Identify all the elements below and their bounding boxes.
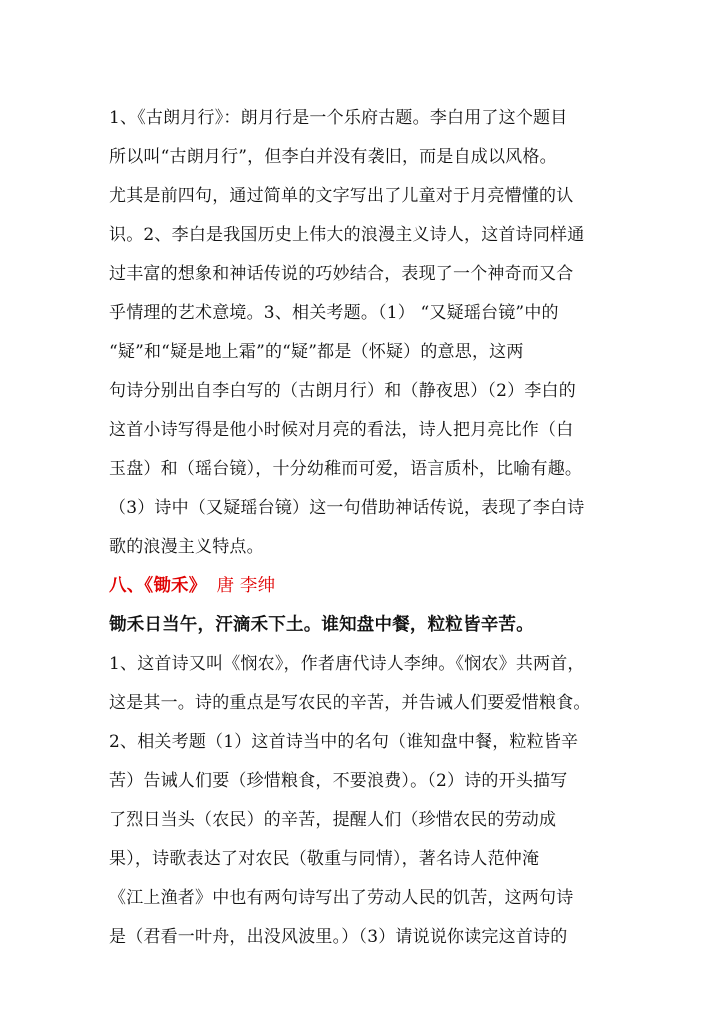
section-title: 八、《锄禾》 xyxy=(109,576,207,596)
paragraph-line: 过丰富的想象和神话传说的巧妙结合，表现了一个神奇而又合 xyxy=(109,264,574,284)
paragraph-line: “疑”和“疑是地上霜”的“疑”都是（怀疑）的意思，这两 xyxy=(109,342,524,362)
paragraph-line: 1、《古朗月行》：朗月行是一个乐府古题。李白用了这个题目 xyxy=(109,108,568,128)
paragraph-line: 了烈日当头（农民）的辛苦，提醒人们（珍惜农民的劳动成 xyxy=(109,810,557,830)
paragraph-line: 果），诗歌表达了对农民（敬重与同情），著名诗人范仲淹 xyxy=(109,849,540,869)
paragraph-line: 歌的浪漫主义特点。 xyxy=(109,537,264,557)
paragraph-line: 这是其一。诗的重点是写农民的辛苦，并告诫人们要爱惜粮食。 xyxy=(109,693,591,713)
paragraph-line: （3）诗中（又疑瑶台镜）这一句借助神话传说，表现了李白诗 xyxy=(109,498,585,518)
paragraph-line: 《江上渔者》中也有两句诗写出了劳动人民的饥苦，这两句诗 xyxy=(109,888,574,908)
paragraph-line: 这首小诗写得是他小时候对月亮的看法，诗人把月亮比作（白 xyxy=(109,420,574,440)
paragraph-line: 句诗分别出自李白写的（古朗月行）和（静夜思）（2）李白的 xyxy=(109,381,576,401)
section-heading xyxy=(109,574,275,598)
paragraph-line: 尤其是前四句，通过简单的文字写出了儿童对于月亮懵懂的认 xyxy=(109,186,574,206)
paragraph-line: 识。2、李白是我国历史上伟大的浪漫主义诗人，这首诗同样通 xyxy=(109,225,585,245)
paragraph-line: 1、这首诗又叫《悯农》，作者唐代诗人李绅。《悯农》共两首， xyxy=(109,654,585,674)
paragraph-line: 2、相关考题（1）这首诗当中的名句（谁知盘中餐，粒粒皆辛 xyxy=(109,732,579,752)
paragraph-line: 所以叫“古朗月行”，但李白并没有袭旧，而是自成以风格。 xyxy=(109,147,557,167)
paragraph-line: 玉盘）和（瑶台镜），十分幼稚而可爱，语言质朴，比喻有趣。 xyxy=(109,459,583,479)
paragraph-line: 苦）告诫人们要（珍惜粮食，不要浪费）。（2）诗的开头描写 xyxy=(109,771,568,791)
poem-text: 锄禾日当午，汗滴禾下土。谁知盘中餐，粒粒皆辛苦。 xyxy=(109,615,534,635)
paragraph-line: 乎情理的艺术意境。3、相关考题。（1） “又疑瑶台镜”中的 xyxy=(109,303,559,323)
section-author: 唐 李绅 xyxy=(216,576,276,596)
paragraph-line: 是（君看一叶舟，出没风波里。）（3）请说说你读完这首诗的 xyxy=(109,927,568,947)
